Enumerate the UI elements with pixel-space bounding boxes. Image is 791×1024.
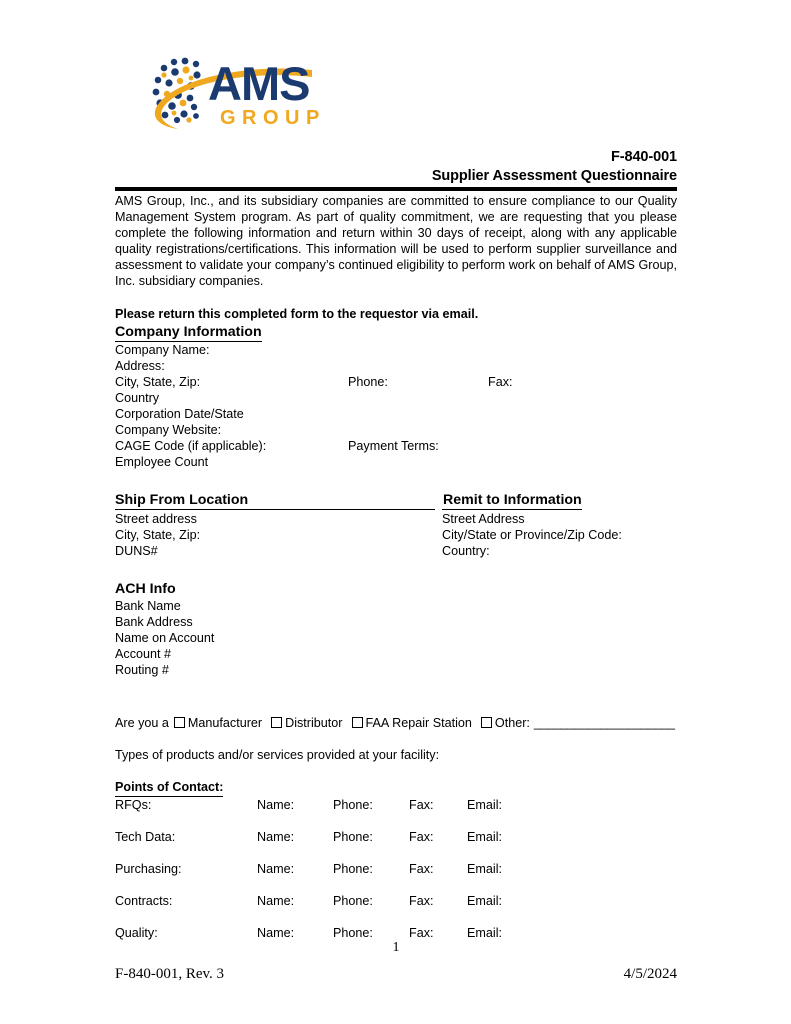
spacer bbox=[115, 845, 677, 861]
company-information-section bbox=[115, 323, 677, 470]
contact-role: Contracts: bbox=[115, 893, 173, 908]
supplier-type-row bbox=[115, 714, 677, 732]
field-label: Country: bbox=[442, 544, 490, 559]
contact-row-quality bbox=[115, 925, 677, 941]
field-label-fax: Fax: bbox=[488, 375, 513, 390]
field-row-company-name bbox=[115, 342, 677, 358]
points-of-contact-heading: Points of Contact: bbox=[115, 780, 223, 797]
field-row-bank-address bbox=[115, 614, 677, 630]
other-write-in-blank[interactable]: _____________________ bbox=[533, 716, 675, 731]
supplier-type-prompt: Are you a bbox=[115, 716, 169, 731]
footer-date: 4/5/2024 bbox=[623, 966, 677, 982]
checkbox-other[interactable] bbox=[481, 717, 492, 728]
field-label: Address: bbox=[115, 359, 165, 374]
contact-phone-label: Phone: bbox=[333, 893, 373, 908]
contact-row-contracts bbox=[115, 893, 677, 909]
ship-remit-row bbox=[115, 543, 677, 559]
ship-remit-row bbox=[115, 527, 677, 543]
field-label: Employee Count bbox=[115, 455, 209, 470]
spacer bbox=[115, 813, 677, 829]
field-label: Street address bbox=[115, 512, 197, 527]
field-row-routing-number bbox=[115, 662, 677, 678]
contact-fax-label: Fax: bbox=[409, 829, 434, 844]
spacer bbox=[115, 559, 677, 580]
field-label: Company Name: bbox=[115, 343, 210, 358]
field-label: City/State or Province/Zip Code: bbox=[442, 528, 622, 543]
spacer bbox=[115, 732, 677, 748]
document-title: Supplier Assessment Questionnaire bbox=[431, 168, 677, 184]
contact-phone-label: Phone: bbox=[333, 829, 373, 844]
contact-role: Quality: bbox=[115, 925, 158, 940]
field-label: City, State, Zip: bbox=[115, 528, 201, 543]
company-information-heading: Company Information bbox=[115, 324, 262, 341]
field-label: Account # bbox=[115, 647, 172, 662]
contact-name-label: Name: bbox=[257, 925, 295, 940]
contact-email-label: Email: bbox=[467, 797, 502, 812]
field-label-phone: Phone: bbox=[348, 375, 388, 390]
contact-row-rfqs bbox=[115, 797, 677, 813]
contact-email-label: Email: bbox=[467, 925, 502, 940]
contact-name-label: Name: bbox=[257, 797, 295, 812]
contact-role: Purchasing: bbox=[115, 861, 182, 876]
field-row-bank-name bbox=[115, 598, 677, 614]
spacer bbox=[115, 678, 677, 699]
field-label: Company Website: bbox=[115, 423, 222, 438]
contact-role: RFQs: bbox=[115, 797, 152, 812]
field-row-cage-code bbox=[115, 438, 677, 454]
logo-svg bbox=[134, 50, 434, 130]
checkbox-manufacturer[interactable] bbox=[174, 717, 185, 728]
products-services-prompt: Types of products and/or services provided at your facility: bbox=[115, 748, 440, 763]
footer-document-revision: F-840-001, Rev. 3 bbox=[115, 966, 225, 982]
field-label: Name on Account bbox=[115, 631, 215, 646]
contact-fax-label: Fax: bbox=[409, 797, 434, 812]
contact-name-label: Name: bbox=[257, 861, 295, 876]
document-header bbox=[115, 148, 677, 186]
contact-phone-label: Phone: bbox=[333, 861, 373, 876]
field-row-employee-count bbox=[115, 454, 677, 470]
spacer bbox=[115, 291, 677, 307]
field-row-account-number bbox=[115, 646, 677, 662]
spacer bbox=[115, 470, 677, 491]
checkbox-label-manufacturer: Manufacturer bbox=[187, 716, 263, 731]
contact-fax-label: Fax: bbox=[409, 893, 434, 908]
ship-remit-row bbox=[115, 511, 677, 527]
ship-remit-headings bbox=[115, 491, 677, 511]
return-instruction: Please return this completed form to the requestor via email. bbox=[115, 307, 479, 322]
field-label: Bank Name bbox=[115, 599, 181, 614]
logo-wordmark-group: GROUP bbox=[220, 107, 326, 129]
contact-email-label: Email: bbox=[467, 829, 502, 844]
contact-role: Tech Data: bbox=[115, 829, 176, 844]
remit-to-information-heading: Remit to Information bbox=[443, 492, 582, 509]
ach-info-section bbox=[115, 580, 677, 678]
checkbox-label-faa-repair-station: FAA Repair Station bbox=[365, 716, 472, 731]
ach-info-heading: ACH Info bbox=[115, 581, 176, 598]
contact-email-label: Email: bbox=[467, 893, 502, 908]
spacer bbox=[115, 909, 677, 925]
intro-paragraph: AMS Group, Inc., and its subsidiary companies are committed to ensure compliance to our Quality Management System program. As part of quality commitment, we are requesting that you please complete the following information and return within 30 days of receipt, along with any applicable quality registrations/certifications. This information will be used to perform supplier surveillance and assessment to validate your company’s continued eligibility to perform work on behalf of AMS Group, Inc. subsidiary companies. bbox=[115, 194, 677, 288]
spacer bbox=[115, 764, 677, 780]
spacer bbox=[115, 877, 677, 893]
contact-phone-label: Phone: bbox=[333, 925, 373, 940]
contact-name-label: Name: bbox=[257, 829, 295, 844]
checkbox-distributor[interactable] bbox=[271, 717, 282, 728]
page-number: 1 bbox=[392, 940, 400, 955]
contact-fax-label: Fax: bbox=[409, 925, 434, 940]
checkbox-faa-repair-station[interactable] bbox=[352, 717, 363, 728]
footer-line bbox=[115, 964, 677, 984]
field-label-payment-terms: Payment Terms: bbox=[348, 439, 439, 454]
field-label: DUNS# bbox=[115, 544, 158, 559]
points-of-contact-section bbox=[115, 780, 677, 941]
ship-remit-section bbox=[115, 491, 677, 559]
contact-fax-label: Fax: bbox=[409, 861, 434, 876]
document-number: F-840-001 bbox=[611, 149, 677, 165]
field-label: Routing # bbox=[115, 663, 169, 678]
field-row-name-on-account bbox=[115, 630, 677, 646]
logo-wordmark-ams: AMS bbox=[208, 57, 310, 110]
field-label: Street Address bbox=[442, 512, 525, 527]
field-row-country bbox=[115, 390, 677, 406]
field-label: City, State, Zip: bbox=[115, 375, 201, 390]
page-footer bbox=[115, 940, 677, 984]
contact-row-purchasing bbox=[115, 861, 677, 877]
ams-group-logo bbox=[134, 50, 434, 130]
field-label: Corporation Date/State bbox=[115, 407, 244, 422]
field-row-address bbox=[115, 358, 677, 374]
checkbox-label-other: Other: bbox=[494, 716, 530, 731]
field-label: Bank Address bbox=[115, 615, 193, 630]
field-row-corporation-date-state bbox=[115, 406, 677, 422]
ship-remit-rows bbox=[115, 511, 677, 559]
header-divider bbox=[115, 187, 677, 191]
field-label: CAGE Code (if applicable): bbox=[115, 439, 267, 454]
ship-from-location-heading: Ship From Location bbox=[115, 491, 435, 510]
spacer bbox=[115, 699, 677, 714]
contact-name-label: Name: bbox=[257, 893, 295, 908]
contact-email-label: Email: bbox=[467, 861, 502, 876]
checkbox-label-distributor: Distributor bbox=[285, 716, 343, 731]
contact-phone-label: Phone: bbox=[333, 797, 373, 812]
field-label: Country bbox=[115, 391, 160, 406]
field-row-company-website bbox=[115, 422, 677, 438]
document-body bbox=[115, 194, 677, 941]
contact-row-tech-data bbox=[115, 829, 677, 845]
field-row-city-state-zip bbox=[115, 374, 677, 390]
